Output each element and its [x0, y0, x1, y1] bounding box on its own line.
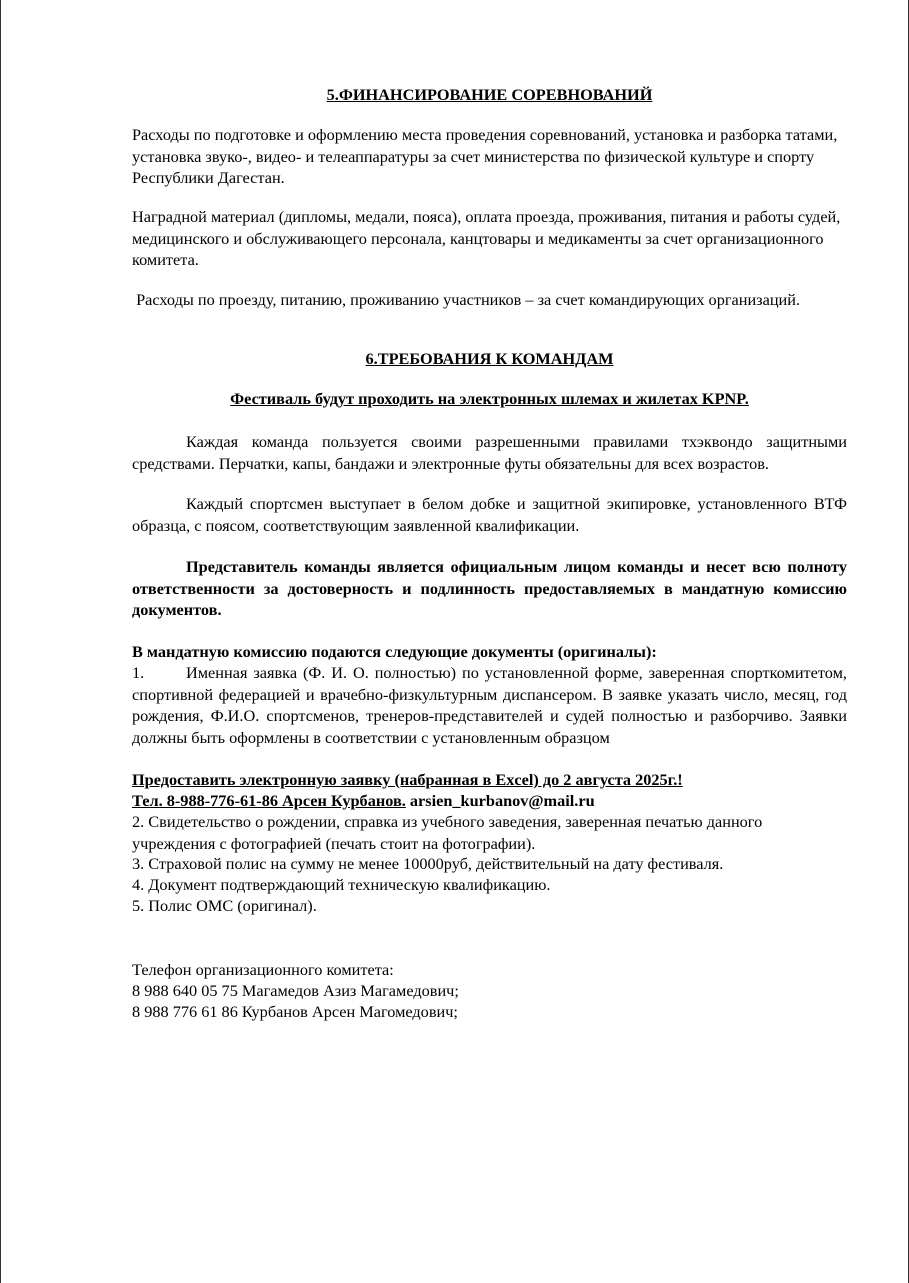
org-committee-phone-label: Телефон организационного комитета:	[132, 960, 394, 979]
documents-item-1-text: Именная заявка (Ф. И. О. полностью) по установленной форме, заверенная спорткомитетом, спортивной федерацией и врачебно-физкультурным диспансером. В заявке указать число, месяц, год рождения, Ф.И.О. спортсменов, тренеров-представителей и судей полностью и разборчиво. Заявки должны быть оформлены в соответствии с установленным образцом	[132, 663, 847, 747]
documents-item-4: 4. Документ подтверждающий техническую квалификацию.	[132, 875, 551, 894]
documents-item-5: 5. Полис ОМС (оригинал).	[132, 896, 317, 915]
documents-item-1-number: 1.	[132, 663, 145, 682]
documents-item-1	[132, 662, 847, 748]
documents-heading: В мандатную комиссию подаются следующие документы (оригиналы):	[132, 642, 657, 661]
section5-heading: 5.ФИНАНСИРОВАНИЕ СОРЕВНОВАНИЙ	[326, 85, 653, 104]
section6-heading: 6.ТРЕБОВАНИЯ К КОМАНДАМ	[365, 349, 614, 368]
org-committee-phone-2: 8 988 776 61 86 Курбанов Арсен Магомедович;	[132, 1002, 458, 1021]
section5-paragraph-1: Расходы по подготовке и оформлению места проведения соревнований, установка и разборка татами, установка звуко-, видео- и телеаппаратуры за счет министерства по физической культуре и спорту Республики Дагестан.	[132, 125, 838, 187]
documents-item-3: 3. Страховой полис на сумму не менее 10000руб, действительный на дату фестиваля.	[132, 854, 724, 873]
documents-item-2: 2. Свидетельство о рождении, справка из учебного заведения, заверенная печатью данного учреждения с фотографией (печать стоит на фотографии).	[132, 812, 763, 853]
section6-paragraph-2: Каждый спортсмен выступает в белом добке и защитной экипировке, установленного ВТФ образца, с поясом, соответствующим заявленной квалификации.	[132, 494, 847, 535]
section5-paragraph-2: Наградной материал (дипломы, медали, пояса), оплата проезда, проживания, питания и работы судей, медицинского и обслуживающего персонала, канцтовары и медикаменты за счет организационного комитета.	[132, 207, 841, 269]
section6-subheading: Фестиваль будут проходить на электронных шлемах и жилетах KPNP.	[230, 389, 749, 408]
org-committee-phone-1: 8 988 640 05 75 Магамедов Азиз Магамедович;	[132, 981, 459, 1000]
contact-email: arsien_kurbanov@mail.ru	[405, 791, 595, 810]
representative-statement: Представитель команды является официальным лицом команды и несет всю полноту ответственности за достоверность и подлинность предоставляемых в мандатную комиссию документов.	[132, 557, 847, 619]
section5-paragraph-3: Расходы по проезду, питанию, проживанию участников – за счет командирующих организаций.	[132, 290, 801, 309]
contact-line	[132, 790, 595, 812]
section6-paragraph-1: Каждая команда пользуется своими разрешенными правилами тхэквондо защитными средствами. Перчатки, капы, бандажи и электронные футы обязательны для всех возрастов.	[132, 432, 847, 473]
contact-phone: Тел. 8-988-776-61-86 Арсен Курбанов.	[132, 791, 406, 810]
application-deadline: Предоставить электронную заявку (набранная в Excel) до 2 августа 2025г.!	[132, 770, 683, 789]
